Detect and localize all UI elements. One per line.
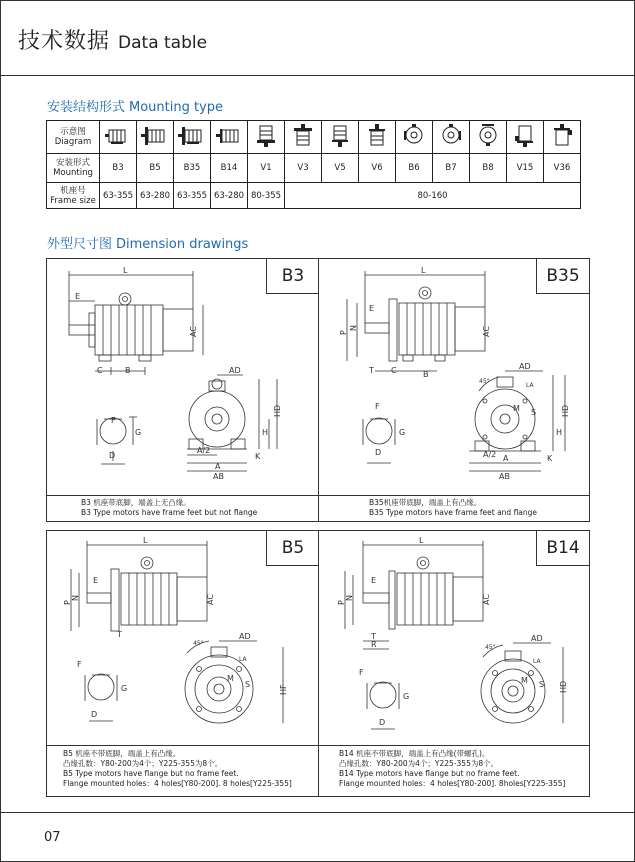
dim-label: L (421, 266, 426, 275)
diagram-b8 (470, 121, 507, 154)
mounting-type-cell: V5 (322, 154, 359, 183)
mounting-type-cell: V3 (285, 154, 322, 183)
dim-label: P (63, 600, 72, 605)
diagram-b5 (137, 121, 174, 154)
page-number: 07 (44, 830, 61, 845)
dim-label: AC (189, 326, 198, 337)
caption-divider (47, 745, 319, 746)
mounting-type-cell: V36 (544, 154, 581, 183)
dim-label: G (121, 684, 128, 693)
footer-rule (0, 812, 635, 813)
dim-label: AC (482, 594, 491, 605)
dim-label: G (403, 692, 410, 701)
drawing-b3 (47, 259, 319, 495)
dim-label: A (215, 462, 221, 471)
dim-label: N (71, 595, 80, 601)
dim-label: F (77, 660, 82, 669)
panel-b14 (318, 530, 590, 797)
dim-label: N (345, 595, 354, 601)
dim-label: F (375, 402, 380, 411)
dim-label: D (375, 448, 382, 457)
dim-label: G (399, 428, 406, 437)
dim-label: S (245, 680, 251, 689)
dim-label: K (255, 452, 261, 461)
panel-tag: B35 (536, 259, 589, 294)
dim-label: HF (279, 684, 288, 695)
diagram-v36 (544, 121, 581, 154)
dim-label: D (91, 710, 98, 719)
dim-label: A/2 (197, 446, 211, 455)
panel-b5 (46, 530, 320, 797)
dim-label: A/2 (483, 450, 497, 459)
dim-label: M (513, 404, 520, 413)
panel-tag: B5 (266, 531, 319, 566)
diagram-v1 (248, 121, 285, 154)
dim-label: HD (561, 404, 570, 417)
dim-label: LA (526, 382, 534, 389)
mounting-type-cell: V6 (359, 154, 396, 183)
frame-size-cell: 80-355 (248, 183, 285, 209)
dim-label: N (349, 325, 358, 331)
dim-label: 45° (193, 640, 204, 647)
row-label-mounting: 安装形式 Mounting (47, 154, 100, 183)
mounting-type-cell: B14 (211, 154, 248, 183)
diagram-b6 (396, 121, 433, 154)
panel-tag: B14 (536, 531, 589, 566)
dim-label: F (111, 416, 116, 425)
dim-label: S (539, 680, 545, 689)
dim-label: AB (213, 472, 224, 481)
dim-label: R (371, 640, 377, 649)
panel-caption: B5 机座不带底脚，端盖上有凸缘。 凸缘孔数：Y80-200为4个；Y225-355为8个。 B5 Type motors have flange but no frame feet. Flange mounted holes：4 holes[Y80-200]. 8 holes[Y225-355] (63, 749, 292, 788)
dimension-section-title: 外型尺寸图 Dimension drawings (47, 237, 249, 252)
dim-label: E (75, 292, 81, 301)
frame-size-cell: 63-355 (100, 183, 137, 209)
dim-label: M (227, 674, 234, 683)
diagram-v15 (507, 121, 544, 154)
mounting-type-cell: B3 (100, 154, 137, 183)
diagram-v6 (359, 121, 396, 154)
dim-label: P (339, 330, 348, 335)
frame-size-cell: 63-280 (211, 183, 248, 209)
dim-label: HD (559, 680, 568, 693)
mounting-type-cell: B5 (137, 154, 174, 183)
frame-size-merged-cell: 80-160 (285, 183, 581, 209)
dim-label: G (135, 428, 142, 437)
row-label-diagram: 示意图 Diagram (47, 121, 100, 154)
mounting-type-cell: B8 (470, 154, 507, 183)
diagram-b14 (211, 121, 248, 154)
mounting-type-cell: V15 (507, 154, 544, 183)
panel-caption: B14 机座不带底脚，端盖上有凸缘(带螺孔)。 凸缘孔数：Y80-200为4个；Y225-355为8个。 B14 Type motors have flange but no frame feet. Flange mounted holes：4 holes[Y80-200]. 8holes[Y225-355] (339, 749, 566, 788)
panel-caption: B35机座带底脚，端盖上有凸缘。 B35 Type motors have frame feet and flange (369, 498, 538, 517)
mounting-table (46, 120, 581, 209)
dim-label: T (369, 366, 374, 375)
caption-divider (319, 745, 589, 746)
dim-label: L (143, 536, 148, 545)
dim-label: LA (533, 658, 541, 665)
dim-label: E (93, 576, 99, 585)
dim-label: K (547, 454, 553, 463)
dim-label: H (556, 428, 563, 437)
caption-divider (319, 495, 589, 496)
drawing-b35 (319, 259, 589, 495)
row-label-frame: 机座号 Frame size (47, 183, 100, 209)
frame-size-cell: 63-280 (137, 183, 174, 209)
drawing-b14 (319, 531, 589, 745)
page-title: 技术数据 Data table (18, 29, 208, 54)
dim-label: AD (519, 362, 531, 371)
dim-label: C (97, 366, 103, 375)
dim-label: D (109, 451, 116, 460)
diagram-b3 (100, 121, 137, 154)
dim-label: T (371, 632, 376, 641)
diagram-b7 (433, 121, 470, 154)
caption-divider (47, 495, 319, 496)
diagram-b35 (174, 121, 211, 154)
dim-label: E (371, 576, 377, 585)
dim-label: L (419, 536, 424, 545)
mounting-type-cell: B6 (396, 154, 433, 183)
frame-size-cell: 63-355 (174, 183, 211, 209)
dim-label: LA (239, 656, 247, 663)
drawing-b5 (47, 531, 319, 745)
dim-label: AC (482, 326, 491, 337)
diagram-v5 (322, 121, 359, 154)
mounting-type-cell: V1 (248, 154, 285, 183)
dim-label: M (521, 676, 528, 685)
dim-label: E (369, 304, 375, 313)
dim-label: 45° (479, 378, 490, 385)
dim-label: H (262, 428, 269, 437)
panel-tag: B3 (266, 259, 319, 294)
dim-label: F (359, 668, 364, 677)
mounting-type-cell: B35 (174, 154, 211, 183)
dim-label: AB (499, 472, 510, 481)
dim-label: D (379, 718, 386, 727)
diagram-v3 (285, 121, 322, 154)
panel-b35 (318, 258, 590, 522)
mounting-section-title: 安装结构形式 Mounting type (47, 100, 224, 115)
dim-label: L (123, 266, 128, 275)
dim-label: B (423, 370, 429, 379)
dim-label: AD (239, 632, 251, 641)
mounting-type-cell: B7 (433, 154, 470, 183)
panel-b3 (46, 258, 320, 522)
dim-label: A (503, 454, 509, 463)
dim-label: AC (206, 594, 215, 605)
dim-label: P (337, 600, 346, 605)
dim-label: C (391, 366, 397, 375)
dim-label: 45° (485, 644, 496, 651)
dim-label: T (117, 630, 122, 639)
header-rule (0, 75, 635, 76)
panel-caption: B3 机座带底脚，端盖上无凸缘。 B3 Type motors have frame feet but not flange (81, 498, 258, 517)
dim-label: B (125, 366, 131, 375)
dim-label: S (531, 408, 537, 417)
dim-label: AD (229, 366, 241, 375)
dim-label: HD (273, 404, 282, 417)
dim-label: AD (531, 634, 543, 643)
